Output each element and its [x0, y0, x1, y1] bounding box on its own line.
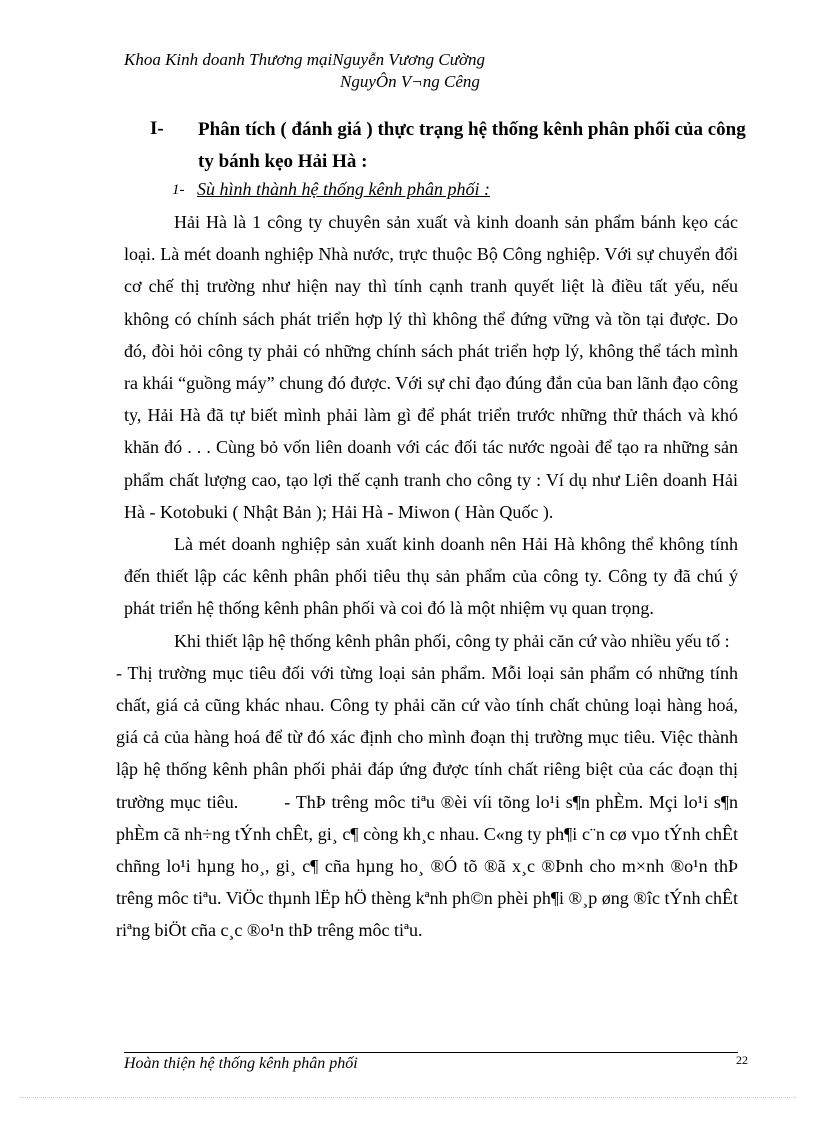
- page-number: 22: [736, 1053, 748, 1067]
- paragraph-2: Là mét doanh nghiệp sản xuất kinh doanh nên Hải Hà không thể không tính đến thiết lập các kênh phân phối tiêu thụ sản phẩm của công ty. Công ty đã chú ý phát triển hệ thống kênh phân phối và coi đó là một nhiệm vụ quan trọng.: [124, 534, 738, 619]
- footer-rule: [124, 1052, 738, 1053]
- section-number: I-: [150, 118, 164, 139]
- paragraph-4-text: - Thị trường mục tiêu đối với từng loại sản phẩm. Mỗi loại sản phẩm có những tính chất, giá cả cũng khác nhau. Công ty phải căn cứ vào tính chất chủng loại hàng hoá, giá cả của hàng hoá để từ đó xác định cho mình đoạn thị trường mục tiêu. Việc thành lập hệ thống kênh phân phối phải đáp ứng được tính chất riêng biệt của các đoạn thị trường mục tiêu.: [116, 662, 738, 812]
- footer-title: Hoàn thiện hệ thống kênh phân phối: [124, 1055, 358, 1072]
- paragraph-4-garbled-text: - ThÞ trêng môc tiªu ®èi víi tõng lo¹i s¶n phÈm. Mçi lo¹i s¶n phÈm cã nh÷ng tÝnh chÊt, gi¸ c¶ còng kh¸c nhau. C«ng ty ph¶i c¨n cø vµo tÝnh chÊt chñng lo¹i hµng ho¸, gi¸ c¶ cña hµng ho¸ ®Ó tõ ®ã x¸c ®Þnh cho m×nh ®o¹n thÞ trêng môc tiªu. ViÖc thµnh lËp hÖ thèng kªnh ph©n phèi ph¶i ®¸p øng ®îc tÝnh chÊt riªng biÖt cña c¸c ®o¹n thÞ trêng môc tiªu.: [116, 791, 738, 941]
- paragraph-4: [116, 657, 738, 947]
- header-line-1: Khoa Kinh doanh Thương mạiNguyễn Vương Cường: [124, 50, 486, 69]
- subsection-number: 1-: [172, 182, 185, 198]
- page-bottom-border: [20, 1097, 796, 1098]
- subsection-title: Sù hình thành hệ thống kênh phân phối :: [197, 179, 490, 199]
- section-title: Phân tích ( đánh giá ) thực trạng hệ thống kênh phân phối của công ty bánh kẹo Hải Hà :: [198, 119, 746, 172]
- paragraph-3: Khi thiết lập hệ thống kênh phân phối, công ty phải căn cứ vào nhiều yếu tố :: [174, 630, 730, 651]
- body-text: [116, 206, 738, 947]
- paragraph-1: Hải Hà là 1 công ty chuyên sản xuất và kinh doanh sản phẩm bánh kẹo các loại. Là mét doanh nghiệp Nhà nước, trực thuộc Bộ Công nghiệp. Với sự chuyển đổi cơ chế thị trường như hiện nay thì tính cạnh tranh quyết liệt là điều tất yếu, nếu không có chính sách phát triển hợp lý thì không thể đứng vững và tồn tại được. Do đó, đòi hỏi công ty phải có những chính sách phát triển hợp lý, không thể tách mình ra khái “guồng máy” chung đó được. Với sự chỉ đạo đúng đắn của ban lãnh đạo công ty, Hải Hà đã tự biết mình phải làm gì để phát triển trước những thử thách và khó khăn đó . . . Cùng bỏ vốn liên doanh với các đối tác nước ngoài để tạo ra những sản phẩm chất lượng cao, tạo lợi thế cạnh tranh cho công ty : Ví dụ như Liên doanh Hải Hà - Kotobuki ( Nhật Bản ); Hải Hà - Miwon ( Hàn Quốc ).: [124, 212, 738, 522]
- header-line-2: NguyÔn V¬ng Cêng: [340, 72, 480, 91]
